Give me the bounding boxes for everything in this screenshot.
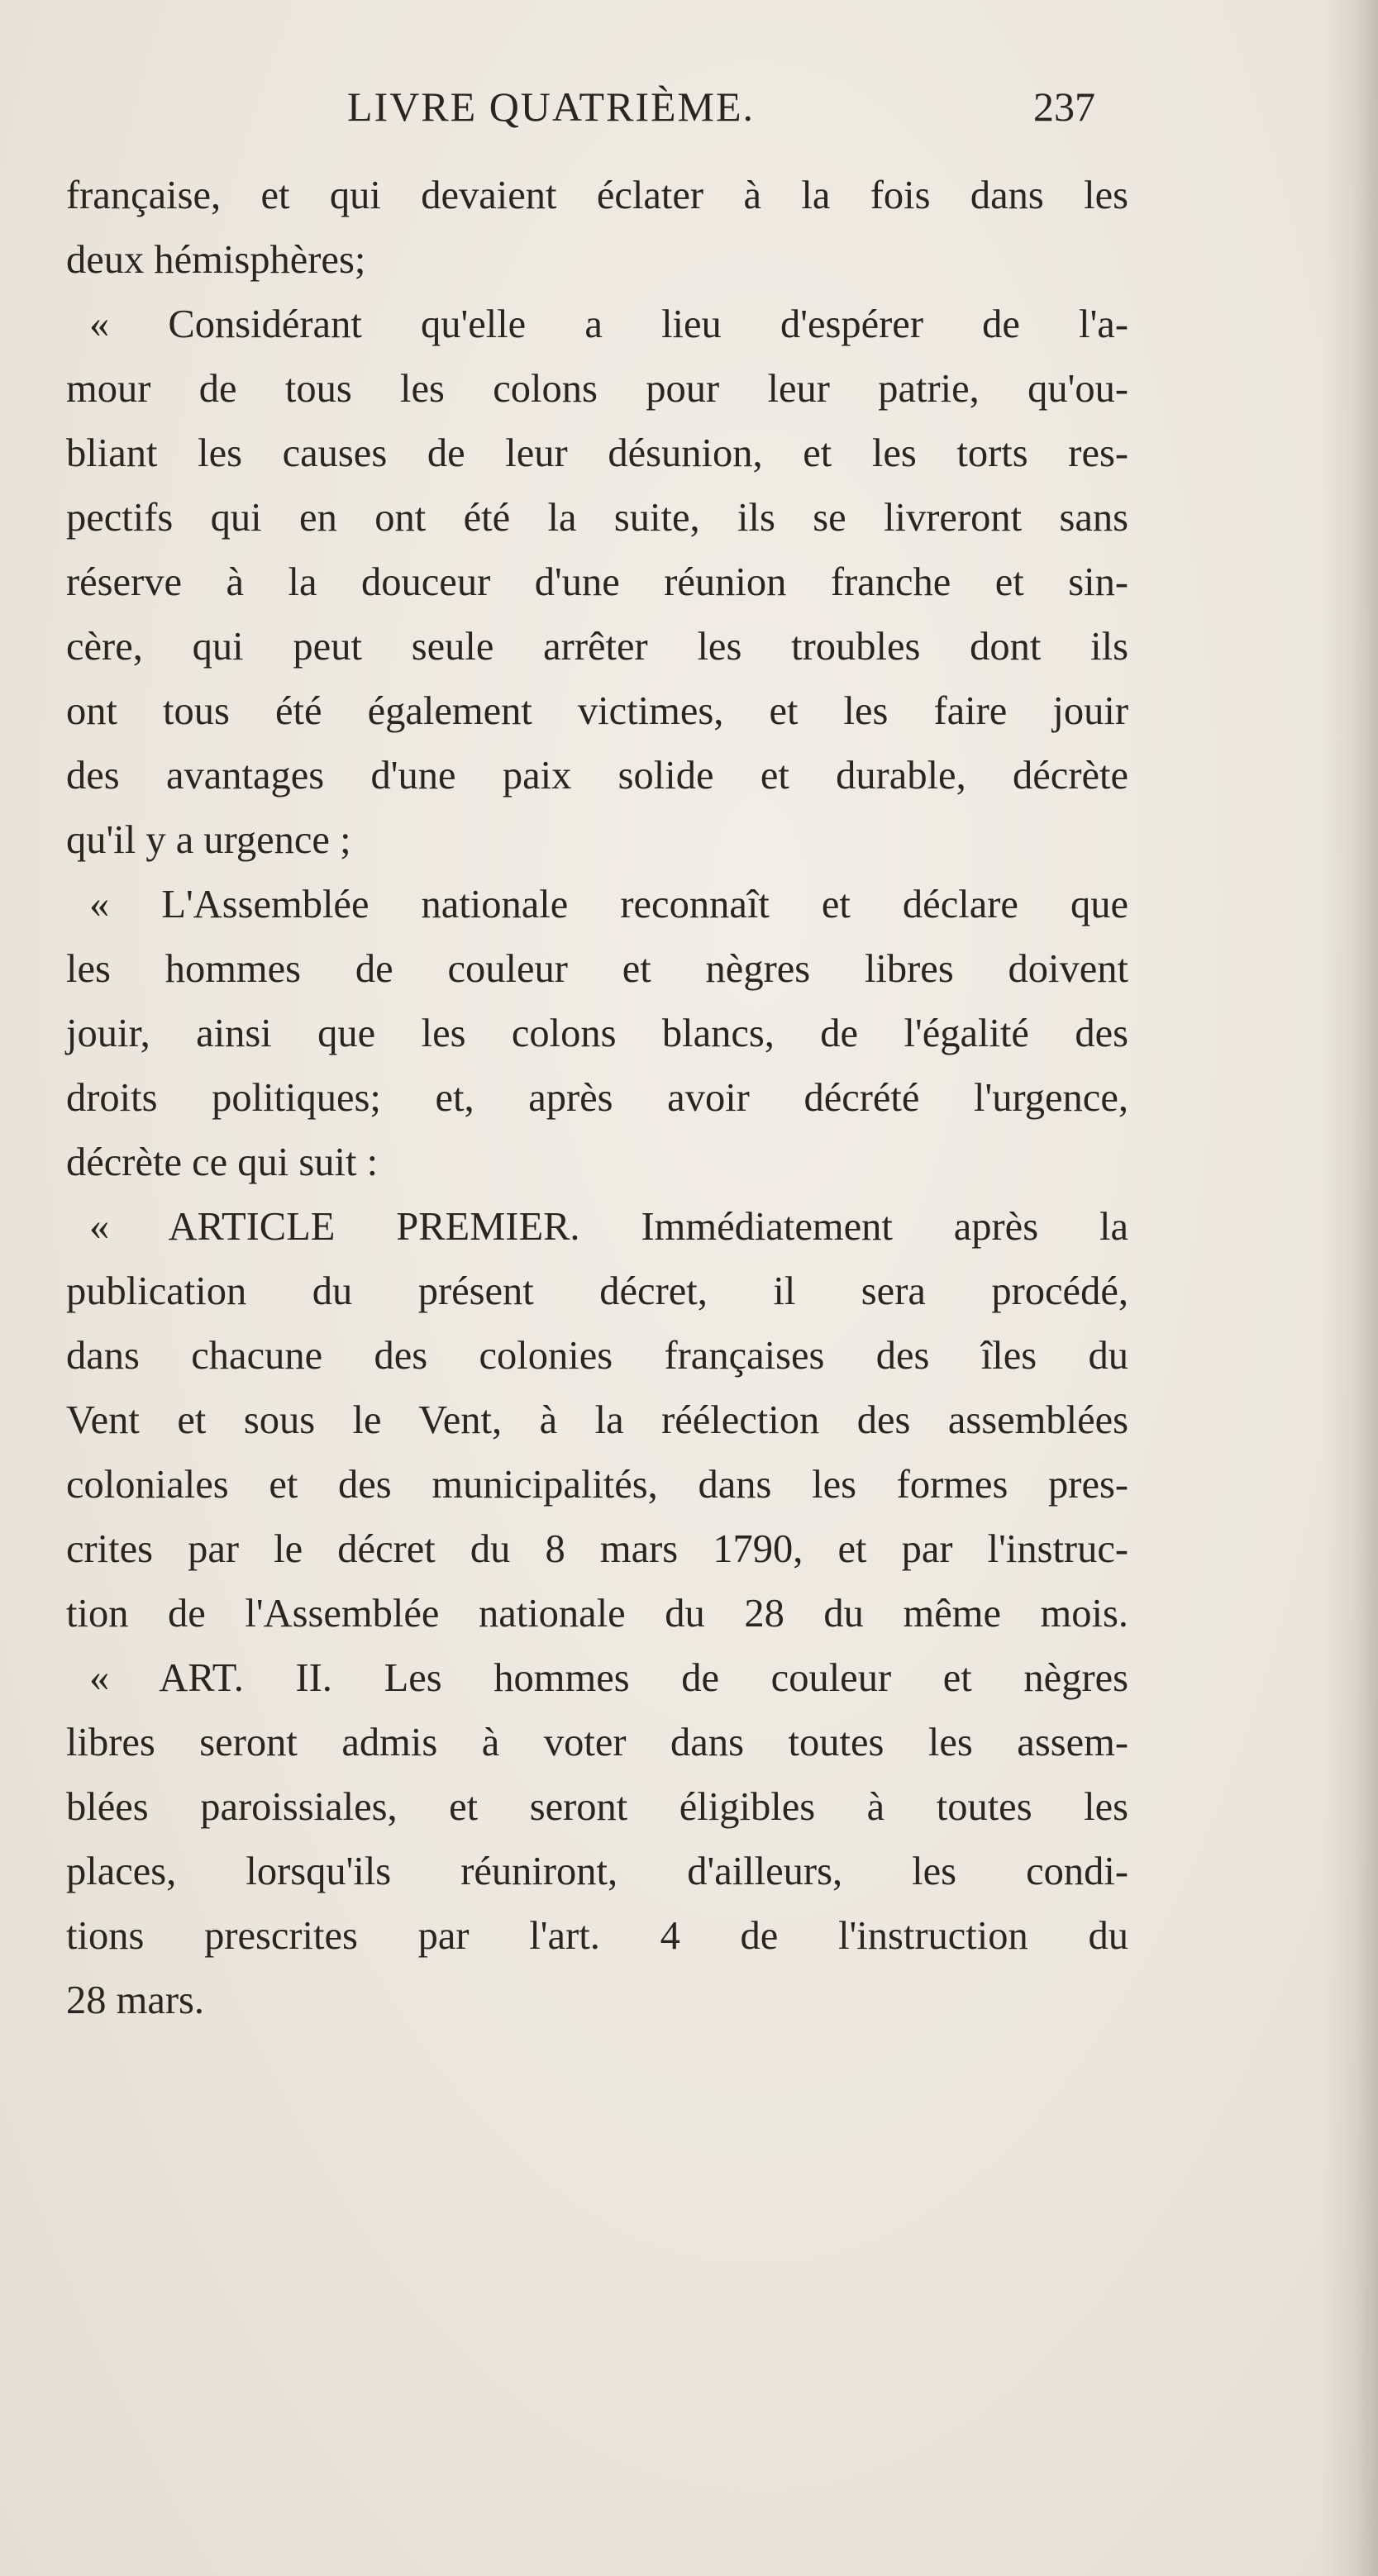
text-line: Vent et sous le Vent, à la réélection des assemblées: [66, 1398, 1128, 1442]
text-line: 28 mars.: [66, 1978, 205, 2022]
text-line: qu'il y a urgence ;: [66, 818, 351, 862]
text-line: libres seront admis à voter dans toutes les assem-: [66, 1721, 1128, 1764]
text-line: jouir, ainsi que les colons blancs, de l'égalité des: [66, 1012, 1128, 1055]
text-line: tions prescrites par l'art. 4 de l'instruction du: [66, 1914, 1128, 1958]
text-line: publication du présent décret, il sera procédé,: [66, 1269, 1128, 1313]
text-line: « L'Assemblée nationale reconnaît et déclare que: [89, 883, 1128, 926]
text-line: dans chacune des colonies françaises des îles du: [66, 1334, 1128, 1378]
text-line: réserve à la douceur d'une réunion franche et sin-: [66, 560, 1128, 604]
text-line: pectifs qui en ont été la suite, ils se livreront sans: [66, 496, 1128, 540]
text-line: les hommes de couleur et nègres libres doivent: [66, 947, 1128, 991]
text-line: tion de l'Assemblée nationale du 28 du même mois.: [66, 1592, 1128, 1636]
body-text: [66, 164, 1128, 2033]
text-line: crites par le décret du 8 mars 1790, et par l'instruc-: [66, 1527, 1128, 1571]
text-line: bliant les causes de leur désunion, et les torts res-: [66, 431, 1128, 475]
spine-shadow: [1320, 0, 1378, 2576]
text-line: places, lorsqu'ils réuniront, d'ailleurs, les condi-: [66, 1850, 1128, 1893]
text-line: cère, qui peut seule arrêter les troubles dont ils: [66, 625, 1128, 669]
running-title: LIVRE QUATRIÈME.: [347, 83, 756, 130]
page-number: 237: [1033, 83, 1095, 130]
text-line: ont tous été également victimes, et les faire jouir: [66, 689, 1128, 733]
text-line: coloniales et des municipalités, dans les formes pres-: [66, 1463, 1128, 1507]
text-line: « ART. II. Les hommes de couleur et nègres: [89, 1656, 1128, 1700]
text-line: blées paroissiales, et seront éligibles à toutes les: [66, 1785, 1128, 1829]
text-line: mour de tous les colons pour leur patrie, qu'ou-: [66, 367, 1128, 411]
text-line: deux hémisphères;: [66, 238, 366, 282]
text-line: française, et qui devaient éclater à la fois dans les: [66, 174, 1128, 217]
text-line: décrète ce qui suit :: [66, 1140, 379, 1184]
text-line: droits politiques; et, après avoir décrété l'urgence,: [66, 1076, 1128, 1120]
text-line: « ARTICLE PREMIER. Immédiatement après la: [89, 1205, 1128, 1249]
text-line: des avantages d'une paix solide et durable, décrète: [66, 754, 1128, 798]
text-line: « Considérant qu'elle a lieu d'espérer de l'a-: [89, 302, 1128, 346]
running-head: [0, 83, 1378, 149]
